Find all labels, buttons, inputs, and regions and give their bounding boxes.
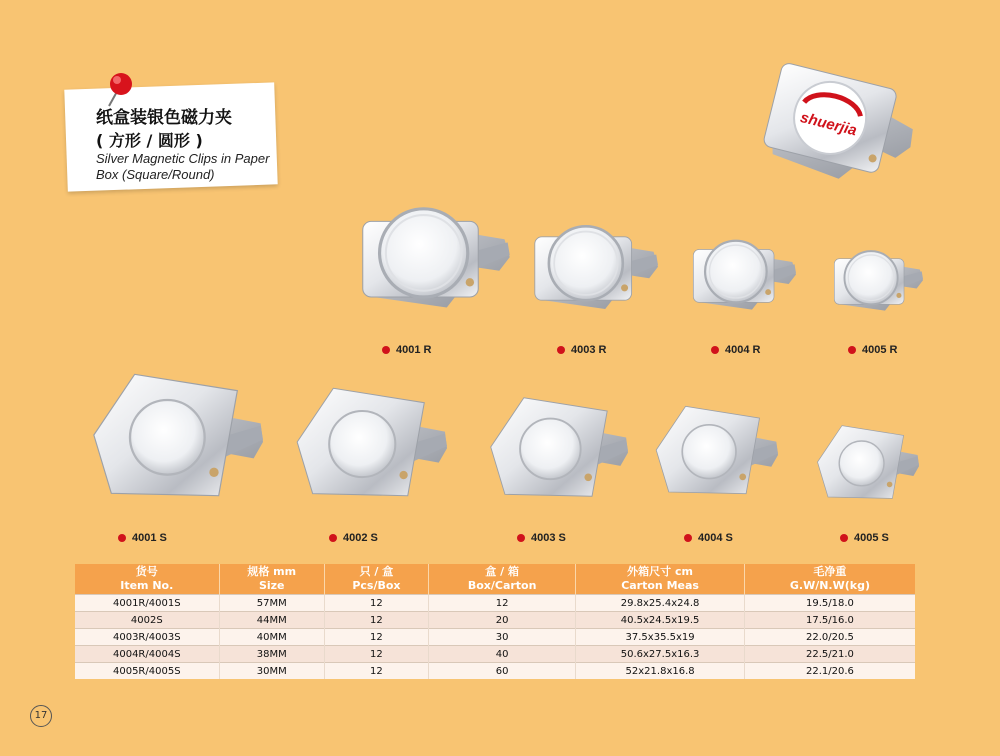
red-dot-icon [557, 346, 565, 354]
cell-box-carton: 40 [428, 646, 575, 663]
title-english [96, 151, 296, 183]
caption-4001R [382, 344, 431, 356]
caption-label: 4003 S [531, 532, 566, 544]
cell-pcs-box: 12 [324, 612, 428, 629]
header-cn: 货号 [135, 565, 158, 578]
cell-carton-meas: 29.8x25.4x24.8 [576, 595, 745, 612]
cell-box-carton: 30 [428, 629, 575, 646]
red-dot-icon [684, 534, 692, 542]
red-dot-icon [840, 534, 848, 542]
header-carton-meas [576, 564, 745, 595]
header-item-no [75, 564, 219, 595]
red-dot-icon [848, 346, 856, 354]
header-en: Box/Carton [467, 579, 537, 592]
cell-carton-meas: 50.6x27.5x16.3 [576, 646, 745, 663]
title-chinese: 纸盒装银色磁力夹 [96, 108, 232, 128]
cell-weight: 22.5/21.0 [744, 646, 915, 663]
caption-4005S [840, 532, 889, 544]
cell-carton-meas: 37.5x35.5x19 [576, 629, 745, 646]
header-en: Pcs/Box [352, 579, 401, 592]
cell-pcs-box: 12 [324, 663, 428, 680]
red-dot-icon [118, 534, 126, 542]
red-dot-icon [711, 346, 719, 354]
clip-4002S-image [292, 378, 447, 506]
caption-label: 4004 R [725, 344, 761, 356]
caption-4001S [118, 532, 167, 544]
caption-4005R [848, 344, 897, 356]
cell-item-no: 4002S [75, 612, 219, 629]
cell-size: 44MM [219, 612, 324, 629]
logo-text: shuerjia [798, 109, 859, 140]
caption-label: 4005 R [862, 344, 898, 356]
spec-table [75, 564, 915, 679]
clip-4003R-image [526, 212, 658, 318]
cell-carton-meas: 52x21.8x16.8 [576, 663, 745, 680]
header-cn: 只 / 盒 [359, 565, 394, 578]
title-chinese-sub: ( 方形 / 圆形 ) [96, 131, 203, 150]
table-header-row [75, 564, 915, 595]
caption-label: 4005 S [854, 532, 889, 544]
cell-weight: 17.5/16.0 [744, 612, 915, 629]
caption-4002S [329, 532, 378, 544]
cell-weight: 22.0/20.5 [744, 629, 915, 646]
red-dot-icon [329, 534, 337, 542]
header-size [219, 564, 324, 595]
header-cn: 规格 mm [247, 565, 297, 578]
table-row [75, 663, 915, 680]
clip-4004S-image [652, 396, 778, 504]
header-weight [744, 564, 915, 595]
cell-pcs-box: 12 [324, 629, 428, 646]
cell-box-carton: 60 [428, 663, 575, 680]
caption-4003S [517, 532, 566, 544]
cell-item-no: 4003R/4003S [75, 629, 219, 646]
cell-carton-meas: 40.5x24.5x19.5 [576, 612, 745, 629]
header-en: Size [258, 579, 285, 592]
table-row [75, 612, 915, 629]
header-pcs-box [324, 564, 428, 595]
cell-box-carton: 20 [428, 612, 575, 629]
cell-box-carton: 12 [428, 595, 575, 612]
page-number: 17 [30, 705, 52, 727]
cell-weight: 22.1/20.6 [744, 663, 915, 680]
cell-size: 57MM [219, 595, 324, 612]
clip-4001S-image [88, 360, 263, 510]
table-row [75, 595, 915, 612]
clip-4004R-image [686, 228, 796, 318]
header-cn: 盒 / 箱 [485, 565, 519, 578]
cell-pcs-box: 12 [324, 646, 428, 663]
red-dot-icon [517, 534, 525, 542]
table-row [75, 646, 915, 663]
caption-label: 4004 S [698, 532, 733, 544]
caption-label: 4001 R [396, 344, 432, 356]
caption-4004S [684, 532, 733, 544]
clip-4001R-image [352, 192, 510, 318]
caption-4004R [711, 344, 760, 356]
caption-label: 4001 S [132, 532, 167, 544]
header-en: G.W/N.W(kg) [789, 579, 870, 592]
cell-item-no: 4005R/4005S [75, 663, 219, 680]
clip-4005R-image [828, 240, 923, 318]
header-en: Item No. [120, 579, 174, 592]
clip-4003S-image [486, 388, 628, 506]
caption-4003R [557, 344, 606, 356]
cell-weight: 19.5/18.0 [744, 595, 915, 612]
title-english-line1: Silver Magnetic Clips in Paper [96, 151, 270, 166]
caption-label: 4003 R [571, 344, 607, 356]
header-cn: 毛净重 [813, 565, 847, 578]
cell-item-no: 4004R/4004S [75, 646, 219, 663]
header-cn: 外箱尺寸 cm [627, 565, 693, 578]
header-box-carton [428, 564, 575, 595]
cell-size: 40MM [219, 629, 324, 646]
cell-item-no: 4001R/4001S [75, 595, 219, 612]
header-en: Carton Meas [621, 579, 699, 592]
clip-4005S-image [814, 418, 919, 506]
red-dot-icon [382, 346, 390, 354]
pushpin-icon [103, 72, 137, 110]
logo-clip-image [752, 58, 917, 188]
cell-pcs-box: 12 [324, 595, 428, 612]
table-row [75, 629, 915, 646]
title-english-line2: Box (Square/Round) [96, 167, 215, 182]
cell-size: 38MM [219, 646, 324, 663]
cell-size: 30MM [219, 663, 324, 680]
caption-label: 4002 S [343, 532, 378, 544]
